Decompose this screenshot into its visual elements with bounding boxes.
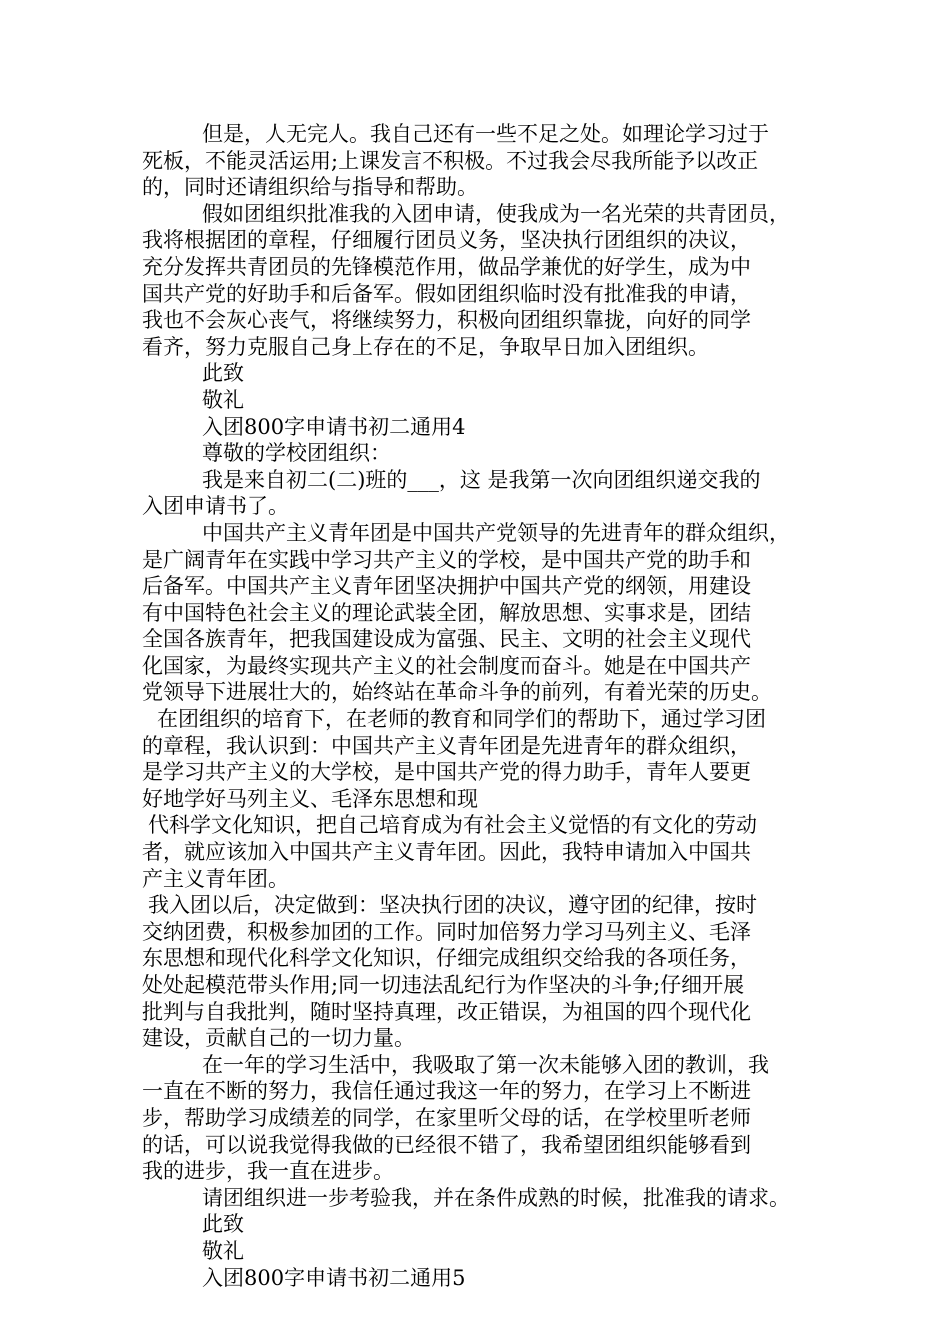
text-line: 的章程，我认识到：中国共产主义青年团是先进青年的群众组织，	[142, 733, 751, 758]
text-line: 国共产党的好助手和后备军。假如团组织临时没有批准我的申请，	[142, 281, 751, 306]
text-line: 我入团以后，决定做到：坚决执行团的决议，遵守团的纪律，按时	[148, 893, 757, 918]
text-line: 在团组织的培育下，在老师的教育和同学们的帮助下，通过学习团	[157, 707, 766, 732]
text-line: 但是，人无完人。我自己还有一些不足之处。如理论学习过于	[202, 122, 769, 146]
text-line: 在一年的学习生活中，我吸取了第一次未能够入团的教训，我	[202, 1052, 769, 1077]
text-line: 我是来自初二(二)班的___，这 是我第一次向团组织递交我的	[202, 467, 761, 492]
text-line: 请团组织进一步考验我，并在条件成熟的时候，批准我的请求。	[202, 1185, 790, 1210]
text-line: 的话，可以说我觉得我做的已经很不错了，我希望团组织能够看到	[142, 1132, 751, 1157]
text-line: 是学习共产主义的大学校，是中国共产党的得力助手，青年人要更	[142, 760, 751, 785]
closing-salutation: 此致	[202, 361, 244, 386]
closing-salutation: 此致	[202, 1212, 244, 1237]
text-line: 有中国特色社会主义的理论武装全团，解放思想、实事求是，团结	[142, 600, 751, 625]
text-line: 东思想和现代化科学文化知识，仔细完成组织交给我的各项任务，	[142, 946, 751, 971]
text-line: 全国各族青年，把我国建设成为富强、民主、文明的社会主义现代	[142, 627, 751, 652]
text-line: 假如团组织批准我的入团申请，使我成为一名光荣的共青团员，	[202, 201, 790, 226]
text-line: 党领导下进展壮大的，始终站在革命斗争的前列，有着光荣的历史。	[142, 680, 772, 705]
text-line: 者，就应该加入中国共产主义青年团。因此，我特申请加入中国共	[142, 840, 751, 865]
section-heading: 入团800字申请书初二通用5	[202, 1265, 466, 1290]
text-line: 建设，贡献自己的一切力量。	[142, 1026, 415, 1051]
closing-regards: 敬礼	[202, 387, 244, 412]
text-line: 批判与自我批判，随时坚持真理，改正错误，为祖国的四个现代化	[142, 999, 751, 1024]
text-line: 好地学好马列主义、毛泽东思想和现	[142, 786, 478, 811]
text-line: 产主义青年团。	[142, 866, 289, 891]
text-line: 我将根据团的章程，仔细履行团员义务，坚决执行团组织的决议，	[142, 228, 751, 253]
text-line: 我的进步，我一直在进步。	[142, 1159, 394, 1184]
text-line: 是广阔青年在实践中学习共产主义的学校，是中国共产党的助手和	[142, 547, 751, 572]
text-line: 我也不会灰心丧气，将继续努力，积极向团组织靠拢，向好的同学	[142, 308, 751, 333]
text-line: 一直在不断的努力，我信任通过我这一年的努力，在学习上不断进	[142, 1079, 751, 1104]
text-line: 入团申请书了。	[142, 494, 289, 519]
text-line: 死板，不能灵活运用;上课发言不积极。不过我会尽我所能予以改正	[142, 148, 759, 173]
section-heading: 入团800字申请书初二通用4	[202, 414, 466, 439]
text-line: 看齐，努力克服自己身上存在的不足，争取早日加入团组织。	[142, 334, 709, 359]
document-body	[142, 121, 814, 1291]
text-line: 步，帮助学习成绩差的同学，在家里听父母的话，在学校里听老师	[142, 1105, 751, 1130]
text-line: 处处起模范带头作用;同一切违法乱纪行为作坚决的斗争;仔细开展	[142, 973, 745, 997]
text-line: 充分发挥共青团员的先锋模范作用，做品学兼优的好学生，成为中	[142, 254, 751, 279]
text-line: 化国家，为最终实现共产主义的社会制度而奋斗。她是在中国共产	[142, 653, 751, 678]
text-line: 后备军。中国共产主义青年团坚决拥护中国共产党的纲领，用建设	[142, 574, 751, 599]
text-line: 代科学文化知识，把自己培育成为有社会主义觉悟的有文化的劳动	[148, 813, 757, 838]
letter-greeting: 尊敬的学校团组织：	[202, 441, 391, 466]
text-line: 的，同时还请组织给与指导和帮助。	[142, 175, 478, 200]
closing-regards: 敬礼	[202, 1238, 244, 1263]
text-line: 中国共产主义青年团是中国共产党领导的先进青年的群众组织，	[202, 520, 790, 545]
text-line: 交纳团费，积极参加团的工作。同时加倍努力学习马列主义、毛泽	[142, 919, 751, 944]
